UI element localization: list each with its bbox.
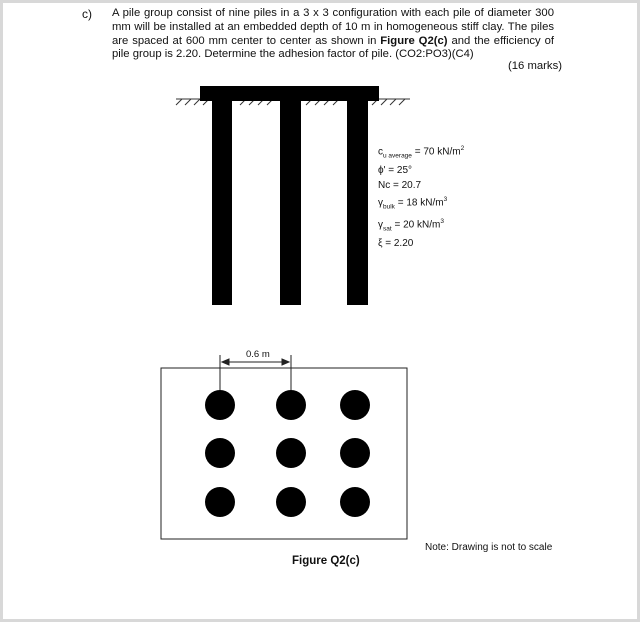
marks-label: (16 marks): [508, 60, 562, 72]
question-text-part1: A pile group consist of nine piles in a 3 x 3 configuration with each pile of diameter 300 mm will be installed at an embedded depth of 10 m in homogeneous stiff clay. The piles are spaced at 600 mm center to center as shown in: [112, 7, 554, 47]
pile-plan-circle: [276, 390, 306, 420]
pile-plan-circle: [340, 487, 370, 517]
soil-parameters: [378, 142, 464, 252]
pile-plan-circle: [340, 438, 370, 468]
pile-plan-circle: [340, 390, 370, 420]
pile-right: [347, 101, 368, 305]
pile-plan-circle: [205, 390, 235, 420]
param-cu: $c_{u average} = 70$ $kN/m^2$: [378, 145, 465, 160]
spacing-dimension: [220, 355, 291, 390]
pile-plan-grid: [205, 390, 370, 517]
param-gamma-sat: $\gamma_{sat} = 20$ $kN/m^3$: [378, 218, 444, 233]
pile-left: [212, 101, 232, 305]
figure-caption: Figure Q2(c): [292, 555, 360, 567]
pile-cap: [200, 86, 379, 101]
param-xi: ξ = 2.20: [378, 237, 414, 249]
pile-plan-circle: [205, 438, 235, 468]
pile-plan-circle: [276, 487, 306, 517]
param-phi: ϕ' = 25°: [378, 164, 413, 176]
figure-reference: Figure Q2(c): [380, 34, 448, 47]
param-nc: Nc = 20.7: [378, 179, 422, 191]
param-gamma-bulk: $\gamma_{bulk} = 18$ $kN/m^3$: [378, 196, 448, 211]
pile-middle: [280, 101, 301, 305]
question-text-part2: and the efficiency of pile group is 2.20. Determine the adhesion factor of pile. (CO2:PO3)(C4): [112, 34, 554, 61]
scale-note: Note: Drawing is not to scale: [425, 542, 553, 553]
question-label: c): [82, 7, 92, 21]
spacing-label: 0.6 m: [246, 349, 270, 360]
pile-plan-circle: [276, 438, 306, 468]
pile-plan-circle: [205, 487, 235, 517]
